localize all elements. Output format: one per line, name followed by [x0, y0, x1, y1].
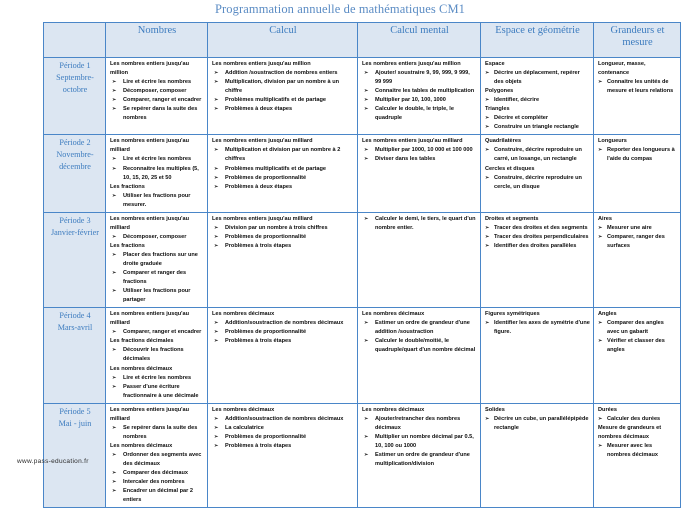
cell-nombres	[106, 308, 208, 403]
objective-list	[485, 415, 590, 433]
cell-espace-geometrie	[481, 135, 594, 212]
group-title: Les nombres entiers jusqu'au million	[212, 61, 311, 67]
group-title: Les nombres décimaux	[212, 406, 275, 413]
group-title: Les nombres entiers jusqu'au milliard	[110, 215, 190, 231]
cell-grandeurs-mesure	[594, 58, 681, 135]
objective-list	[110, 155, 204, 182]
objective-item: ➢ Utiliser les fractions pour partager	[110, 287, 204, 305]
objective-item: ➢ Ajouter/retrancher des nombres décimaux	[362, 415, 477, 433]
column-header-espace-geometrie: Espace et géométrie	[481, 23, 594, 58]
objective-item: ➢ Construire, décrire reproduire un cercle, un disque	[485, 174, 590, 192]
objective-item: ➢ Tracer des droites perpendiculaires	[485, 233, 590, 242]
objective-item: ➢ Lire et écrire les nombres	[110, 155, 204, 164]
objective-item: ➢ Mesurer avec les nombres décimaux	[598, 442, 677, 460]
group-title: Longueurs	[598, 138, 627, 145]
objective-item: ➢ La calculatrice	[212, 424, 354, 433]
objective-list	[110, 374, 204, 401]
objective-item: ➢ Comparer, ranger des surfaces	[598, 233, 677, 251]
objective-list	[485, 319, 590, 337]
cell-grandeurs-mesure	[594, 403, 681, 508]
cell-calcul-mental	[358, 308, 481, 403]
objective-item: ➢ Se repérer dans la suite des nombres	[110, 105, 204, 123]
objective-item: ➢ Ajouter/ soustraire 9, 99, 999, 9 999, 99 999	[362, 69, 477, 87]
objective-item: ➢ Découvrir les fractions décimales	[110, 346, 204, 364]
objective-item: ➢ Décrire et compléter	[485, 114, 590, 123]
objective-item: ➢ Diviser dans les tables	[362, 155, 477, 164]
objective-item: ➢ Multiplication et division par un nombre à 2 chiffres	[212, 146, 354, 164]
objective-item: ➢ Utiliser les fractions pour mesurer.	[110, 192, 204, 210]
group-title: Quadrilatères	[485, 138, 522, 145]
objective-list	[362, 69, 477, 123]
objective-list	[212, 224, 354, 251]
objective-list	[598, 224, 677, 251]
objective-list	[485, 224, 590, 251]
objective-list	[212, 146, 354, 191]
objective-list	[110, 78, 204, 123]
cell-calcul	[208, 58, 358, 135]
objective-item: ➢ Intercaler des nombres	[110, 478, 204, 487]
group-title: Les nombres décimaux	[110, 442, 173, 449]
objective-item: ➢ Problèmes à trois étapes	[212, 337, 354, 346]
group-title: Angles	[598, 311, 617, 318]
period-name: Période 4	[59, 311, 91, 321]
objective-item: ➢ Calculer le double/moitié, le quadruple/quart d'un nombre décimal	[362, 337, 477, 355]
objective-list	[110, 251, 204, 305]
objective-item: ➢ Lire et écrire les nombres	[110, 78, 204, 87]
group-title: Les fractions	[110, 242, 145, 249]
objective-item: ➢ Décrire un déplacement, repérer des objets	[485, 69, 590, 87]
group-title: Les nombres décimaux	[212, 311, 275, 318]
cell-nombres	[106, 403, 208, 508]
objective-item: ➢ Calculer le demi, le tiers, le quart d'un nombre entier.	[362, 215, 477, 233]
cell-calcul-mental	[358, 135, 481, 212]
objective-list	[598, 442, 677, 460]
objective-list	[598, 415, 677, 424]
column-header-period	[44, 23, 106, 58]
group-title: Les nombres décimaux	[362, 311, 425, 318]
cell-espace-geometrie	[481, 212, 594, 307]
objective-item: ➢ Estimer un ordre de grandeur d'une multiplication/division	[362, 451, 477, 469]
table-row	[44, 58, 681, 135]
objective-item: ➢ Comparer, ranger et encadrer	[110, 96, 204, 105]
objective-item: ➢ Problèmes à deux étapes	[212, 105, 354, 114]
group-title: Triangles	[485, 106, 510, 113]
objective-item: ➢ Problèmes multiplicatifs et de partage	[212, 96, 354, 105]
group-title: Durées	[598, 406, 617, 413]
group-title: Espace	[485, 61, 505, 67]
group-title: Cercles et disques	[485, 165, 535, 172]
period-months: Septembre-octobre	[56, 72, 94, 94]
objective-item: ➢ Calculer des durées	[598, 415, 677, 424]
objective-item: ➢ Division par un nombre à trois chiffres	[212, 224, 354, 233]
objective-list	[362, 319, 477, 355]
group-title: Les fractions décimales	[110, 338, 174, 345]
objective-list	[485, 96, 590, 105]
objective-item: ➢ Multiplier un nombre décimal par 0.5, 10, 100 ou 1000	[362, 433, 477, 451]
table-row	[44, 308, 681, 403]
objective-item: ➢ Addition/soustraction de nombres décimaux	[212, 319, 354, 328]
cell-calcul-mental	[358, 58, 481, 135]
objective-item: ➢ Se repérer dans la suite des nombres	[110, 424, 204, 442]
objective-list	[110, 233, 204, 242]
table-row	[44, 212, 681, 307]
page-title: Programmation annuelle de mathématiques CM1	[214, 2, 466, 16]
table-row	[44, 403, 681, 508]
objective-list	[110, 328, 204, 337]
group-title: Droites et segments	[485, 215, 539, 222]
objective-item: ➢ Addition/soustraction de nombres décimaux	[212, 415, 354, 424]
column-header-nombres: Nombres	[106, 23, 208, 58]
objective-list	[362, 215, 477, 233]
objective-item: ➢ Identifier les axes de symétrie d'une figure.	[485, 319, 590, 337]
objective-item: ➢ Addition /soustraction de nombres entiers	[212, 69, 354, 78]
column-header-grandeurs-mesure: Grandeurs et mesure	[594, 23, 681, 58]
objective-list	[110, 451, 204, 505]
cell-calcul	[208, 135, 358, 212]
objective-item: ➢ Multiplier par 10, 100, 1000	[362, 96, 477, 105]
objective-item: ➢ Problèmes de proportionnalité	[212, 233, 354, 242]
group-title: Les nombres entiers jusqu'au milliard	[212, 138, 313, 145]
objective-item: ➢ Multiplication, division par un nombre à un chiffre	[212, 78, 354, 96]
objective-item: ➢ Comparer, ranger et encadrer	[110, 328, 204, 337]
objective-list	[598, 319, 677, 355]
objective-item: ➢ Multiplier par 1000, 10 000 et 100 000	[362, 146, 477, 155]
cell-espace-geometrie	[481, 308, 594, 403]
group-title: Figures symétriques	[485, 311, 540, 318]
period-months: Novembre-décembre	[56, 150, 94, 172]
period-name: Période 3	[59, 215, 91, 225]
cell-grandeurs-mesure	[594, 135, 681, 212]
period-cell	[44, 212, 106, 307]
objective-item: ➢ Problèmes à trois étapes	[212, 242, 354, 251]
objective-list	[485, 174, 590, 192]
group-title: Polygones	[485, 88, 514, 95]
group-title: Les nombres entiers jusqu'au milliard	[110, 138, 190, 154]
cell-grandeurs-mesure	[594, 308, 681, 403]
cell-nombres	[106, 135, 208, 212]
objective-list	[362, 415, 477, 469]
period-name: Période 1	[59, 61, 91, 70]
objective-item: ➢ Calculer le double, le triple, le quadruple	[362, 105, 477, 123]
objective-item: ➢ Tracer des droites et des segments	[485, 224, 590, 233]
objective-item: ➢ Identifier, décrire	[485, 96, 590, 105]
objective-item: ➢ Estimer un ordre de grandeur d'une addition /soustraction	[362, 319, 477, 337]
objective-item: ➢ Reporter des longueurs à l'aide du compas	[598, 146, 677, 164]
group-title: Les nombres entiers jusqu'au milliard	[212, 215, 313, 222]
objective-list	[212, 319, 354, 346]
objective-item: ➢ Problèmes à trois étapes	[212, 442, 354, 451]
group-title: Longueur, masse, contenance	[598, 61, 646, 77]
objective-item: ➢ Problèmes de proportionnalité	[212, 328, 354, 337]
period-months: Mars-avril	[57, 323, 93, 333]
objective-list	[485, 146, 590, 164]
group-title: Les nombres entiers jusqu'au million	[362, 61, 461, 67]
objective-item: ➢ Connaitre les tables de multiplication	[362, 87, 477, 96]
objective-item: ➢ Encadrer un décimal par 2 entiers	[110, 487, 204, 505]
objective-item: ➢ Comparer et ranger des fractions	[110, 269, 204, 287]
objective-item: ➢ Mesurer une aire	[598, 224, 677, 233]
group-title: Solides	[485, 406, 505, 413]
objective-item: ➢ Vérifier et classer des angles	[598, 337, 677, 355]
objective-item: ➢ Identifier des droites parallèles	[485, 242, 590, 251]
cell-calcul	[208, 308, 358, 403]
objective-item: ➢ Connaitre les unités de mesure et leurs relations	[598, 78, 677, 96]
group-title: Les nombres décimaux	[110, 365, 173, 372]
objective-list	[598, 146, 677, 164]
objective-list	[485, 114, 590, 132]
cell-nombres	[106, 212, 208, 307]
objective-item: ➢ Décrire un cube, un parallélépipède rectangle	[485, 415, 590, 433]
programmation-table	[43, 22, 681, 508]
group-title: Les nombres entiers jusqu'au million	[110, 61, 190, 77]
period-cell	[44, 135, 106, 212]
period-name: Période 5	[59, 406, 91, 416]
objective-item: ➢ Problèmes à deux étapes	[212, 183, 354, 192]
column-header-calcul-mental: Calcul mental	[358, 23, 481, 58]
cell-calcul-mental	[358, 403, 481, 508]
objective-list	[362, 146, 477, 164]
period-cell	[44, 58, 106, 135]
period-cell	[44, 403, 106, 508]
table-body	[44, 58, 681, 508]
objective-list	[212, 415, 354, 451]
cell-espace-geometrie	[481, 58, 594, 135]
group-title: Les nombres entiers jusqu'au milliard	[362, 138, 463, 145]
objective-item: ➢ Comparer des décimaux	[110, 469, 204, 478]
cell-calcul	[208, 403, 358, 508]
objective-item: ➢ Ordonner des segments avec des décimaux	[110, 451, 204, 469]
period-months: Mai - juin	[58, 418, 92, 428]
objective-item: ➢ Reconnaitre les multiples (5, 10, 15, 20, 25 et 50	[110, 165, 204, 183]
objective-item: ➢ Problèmes de proportionnalité	[212, 174, 354, 183]
table-header	[44, 23, 681, 58]
period-name: Période 2	[59, 138, 91, 148]
objective-list	[110, 192, 204, 210]
objective-item: ➢ Problèmes multiplicatifs et de partage	[212, 165, 354, 174]
objective-item: ➢ Placer des fractions sur une droite graduée	[110, 251, 204, 269]
period-months: Janvier-février	[50, 227, 100, 237]
header-row	[44, 23, 681, 58]
group-title: Les nombres entiers jusqu'au milliard	[110, 406, 190, 422]
group-title: Mesure de grandeurs et nombres décimaux	[598, 424, 662, 440]
objective-item: ➢ Construire un triangle rectangle	[485, 123, 590, 132]
objective-item: ➢ Problèmes de proportionnalité	[212, 433, 354, 442]
objective-item: ➢ Passer d'une écriture fractionnaire à une décimale	[110, 383, 204, 401]
column-header-calcul: Calcul	[208, 23, 358, 58]
cell-nombres	[106, 58, 208, 135]
group-title: Aires	[598, 215, 612, 222]
objective-item: ➢ Décomposer, composer	[110, 87, 204, 96]
objective-item: ➢ Décomposer, composer	[110, 233, 204, 242]
footer-url: www.pass-education.fr	[17, 458, 89, 465]
cell-espace-geometrie	[481, 403, 594, 508]
objective-item: ➢ Comparer des angles avec un gabarit	[598, 319, 677, 337]
period-cell	[44, 308, 106, 403]
group-title: Les fractions	[110, 183, 145, 190]
objective-list	[110, 424, 204, 442]
table-row	[44, 135, 681, 212]
group-title: Les nombres entiers jusqu'au milliard	[110, 311, 190, 327]
cell-calcul	[208, 212, 358, 307]
cell-calcul-mental	[358, 212, 481, 307]
objective-list	[212, 69, 354, 114]
objective-item: ➢ Construire, décrire reproduire un carré, un losange, un rectangle	[485, 146, 590, 164]
objective-list	[485, 69, 590, 87]
objective-item: ➢ Lire et écrire les nombres	[110, 374, 204, 383]
cell-grandeurs-mesure	[594, 212, 681, 307]
objective-list	[110, 346, 204, 364]
group-title: Les nombres décimaux	[362, 406, 425, 413]
objective-list	[598, 78, 677, 96]
